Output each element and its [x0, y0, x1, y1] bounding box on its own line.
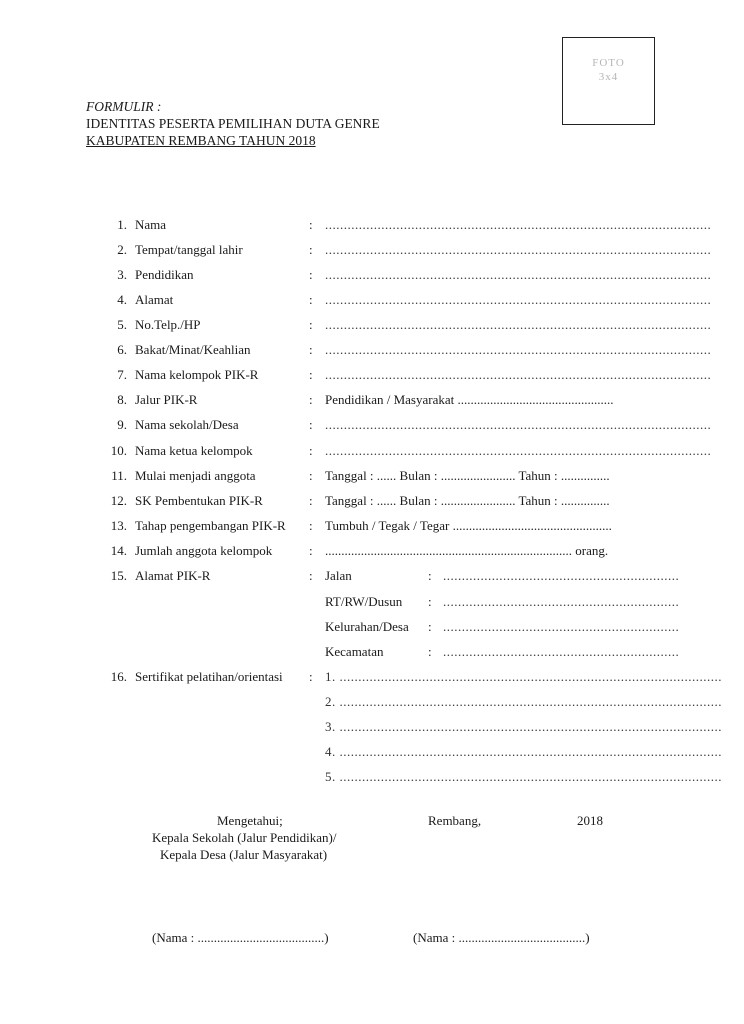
field-label: Nama kelompok PIK-R [135, 367, 259, 382]
certificate-row [0, 692, 744, 712]
field-number: 10. [110, 443, 127, 458]
address-colon: : [428, 619, 432, 634]
field-row [0, 541, 744, 561]
field-value[interactable]: ....................................................................................................... [325, 443, 712, 458]
field-row [0, 667, 744, 687]
address-label: Kecamatan [325, 644, 384, 659]
field-number: 9. [117, 417, 127, 432]
certificate-row [0, 742, 744, 762]
field-colon: : [309, 417, 313, 432]
field-colon: : [309, 568, 313, 583]
field-colon: : [309, 669, 313, 684]
field-label: Tempat/tanggal lahir [135, 242, 243, 257]
field-row [0, 441, 744, 461]
field-value[interactable]: ....................................................................................................... [325, 417, 712, 432]
field-number: 13. [110, 518, 127, 533]
field-value[interactable]: ....................................................................................................... [325, 367, 712, 382]
address-value[interactable]: ............................................................... [443, 644, 680, 659]
field-number: 4. [117, 292, 127, 307]
address-label: RT/RW/Dusun [325, 594, 403, 609]
field-colon: : [309, 518, 313, 533]
village-head-label: Kepala Desa (Jalur Masyarakat) [160, 847, 328, 862]
field-colon: : [309, 392, 313, 407]
form-subtitle: KABUPATEN REMBANG TAHUN 2018 [86, 133, 316, 148]
place-label: Rembang, [428, 813, 482, 828]
field-number: 3. [117, 267, 127, 282]
address-row [0, 642, 744, 662]
field-value[interactable]: ....................................................................................................... [325, 242, 712, 257]
certificate-entry[interactable]: 1. ...................................................................................................... [325, 669, 722, 684]
field-value[interactable]: ....................................................................................................... [325, 292, 712, 307]
field-number: 12. [110, 493, 127, 508]
field-label: Nama sekolah/Desa [135, 417, 239, 432]
field-colon: : [309, 468, 313, 483]
field-label: Jalur PIK-R [135, 392, 198, 407]
field-number: 5. [117, 317, 127, 332]
field-value[interactable]: Pendidikan / Masyarakat ................................................ [325, 392, 614, 407]
field-colon: : [309, 443, 313, 458]
field-label: Nama ketua kelompok [135, 443, 253, 458]
field-value[interactable]: ............................................................................ orang. [325, 543, 609, 558]
field-row [0, 491, 744, 511]
field-label: No.Telp./HP [135, 317, 201, 332]
field-colon: : [309, 367, 313, 382]
photo-label: FOTO [592, 57, 625, 69]
form-title: IDENTITAS PESERTA PEMILIHAN DUTA GENRE [86, 116, 380, 131]
school-head-label: Kepala Sekolah (Jalur Pendidikan)/ [152, 830, 337, 845]
address-label: Jalan [325, 568, 352, 583]
address-row [0, 617, 744, 637]
field-value[interactable]: ....................................................................................................... [325, 342, 712, 357]
certificate-entry[interactable]: 2. ...................................................................................................... [325, 694, 722, 709]
field-row [0, 365, 744, 385]
field-row [0, 340, 744, 360]
field-colon: : [309, 342, 313, 357]
field-label: SK Pembentukan PIK-R [135, 493, 263, 508]
field-number: 7. [117, 367, 127, 382]
address-value[interactable]: ............................................................... [443, 568, 680, 583]
field-value[interactable]: ....................................................................................................... [325, 217, 712, 232]
field-label: Nama [135, 217, 167, 232]
field-label: Tahap pengembangan PIK-R [135, 518, 286, 533]
field-value[interactable]: Tanggal : ...... Bulan : ....................... Tahun : ............... [325, 468, 610, 483]
certificate-row [0, 767, 744, 787]
field-value[interactable]: ....................................................................................................... [325, 317, 712, 332]
field-value[interactable]: ....................................................................................................... [325, 267, 712, 282]
field-colon: : [309, 317, 313, 332]
field-row [0, 240, 744, 260]
field-label: Bakat/Minat/Keahlian [135, 342, 251, 357]
field-number: 15. [110, 568, 127, 583]
field-number: 14. [110, 543, 127, 558]
field-row [0, 415, 744, 435]
address-colon: : [428, 568, 432, 583]
right-signatory-name[interactable]: (Nama : .......................................) [413, 930, 590, 945]
field-row [0, 290, 744, 310]
address-value[interactable]: ............................................................... [443, 619, 680, 634]
certificate-entry[interactable]: 5. ...................................................................................................... [325, 769, 722, 784]
field-row [0, 265, 744, 285]
certificate-entry[interactable]: 4. ...................................................................................................... [325, 744, 722, 759]
field-colon: : [309, 217, 313, 232]
certificate-entry[interactable]: 3. ...................................................................................................... [325, 719, 722, 734]
field-number: 1. [117, 217, 127, 232]
left-signatory-name[interactable]: (Nama : .......................................) [152, 930, 329, 945]
field-colon: : [309, 292, 313, 307]
field-number: 8. [117, 392, 127, 407]
form-label: FORMULIR : [86, 99, 162, 114]
address-colon: : [428, 594, 432, 609]
address-row [0, 592, 744, 612]
field-label: Alamat [135, 292, 174, 307]
field-label: Jumlah anggota kelompok [135, 543, 273, 558]
field-value[interactable]: Tanggal : ...... Bulan : ....................... Tahun : ............... [325, 493, 610, 508]
certificate-row [0, 717, 744, 737]
field-label: Alamat PIK-R [135, 568, 211, 583]
field-row [0, 315, 744, 335]
year-label: 2018 [577, 813, 603, 828]
field-label: Sertifikat pelatihan/orientasi [135, 669, 283, 684]
field-colon: : [309, 267, 313, 282]
field-label: Mulai menjadi anggota [135, 468, 256, 483]
photo-box [562, 37, 655, 125]
field-row [0, 566, 744, 586]
field-number: 11. [111, 468, 127, 483]
form-header [86, 98, 380, 149]
acknowledged-label: Mengetahui; [217, 813, 283, 828]
field-colon: : [309, 493, 313, 508]
photo-size: 3x4 [598, 71, 619, 83]
field-colon: : [309, 242, 313, 257]
field-row [0, 390, 744, 410]
field-row [0, 215, 744, 235]
field-value[interactable]: Tumbuh / Tegak / Tegar ................................................. [325, 518, 612, 533]
field-number: 16. [110, 669, 127, 684]
field-label: Pendidikan [135, 267, 194, 282]
field-number: 6. [117, 342, 127, 357]
address-colon: : [428, 644, 432, 659]
address-label: Kelurahan/Desa [325, 619, 409, 634]
photo-placeholder [563, 56, 654, 84]
field-row [0, 466, 744, 486]
field-row [0, 516, 744, 536]
address-value[interactable]: ............................................................... [443, 594, 680, 609]
field-number: 2. [117, 242, 127, 257]
field-colon: : [309, 543, 313, 558]
